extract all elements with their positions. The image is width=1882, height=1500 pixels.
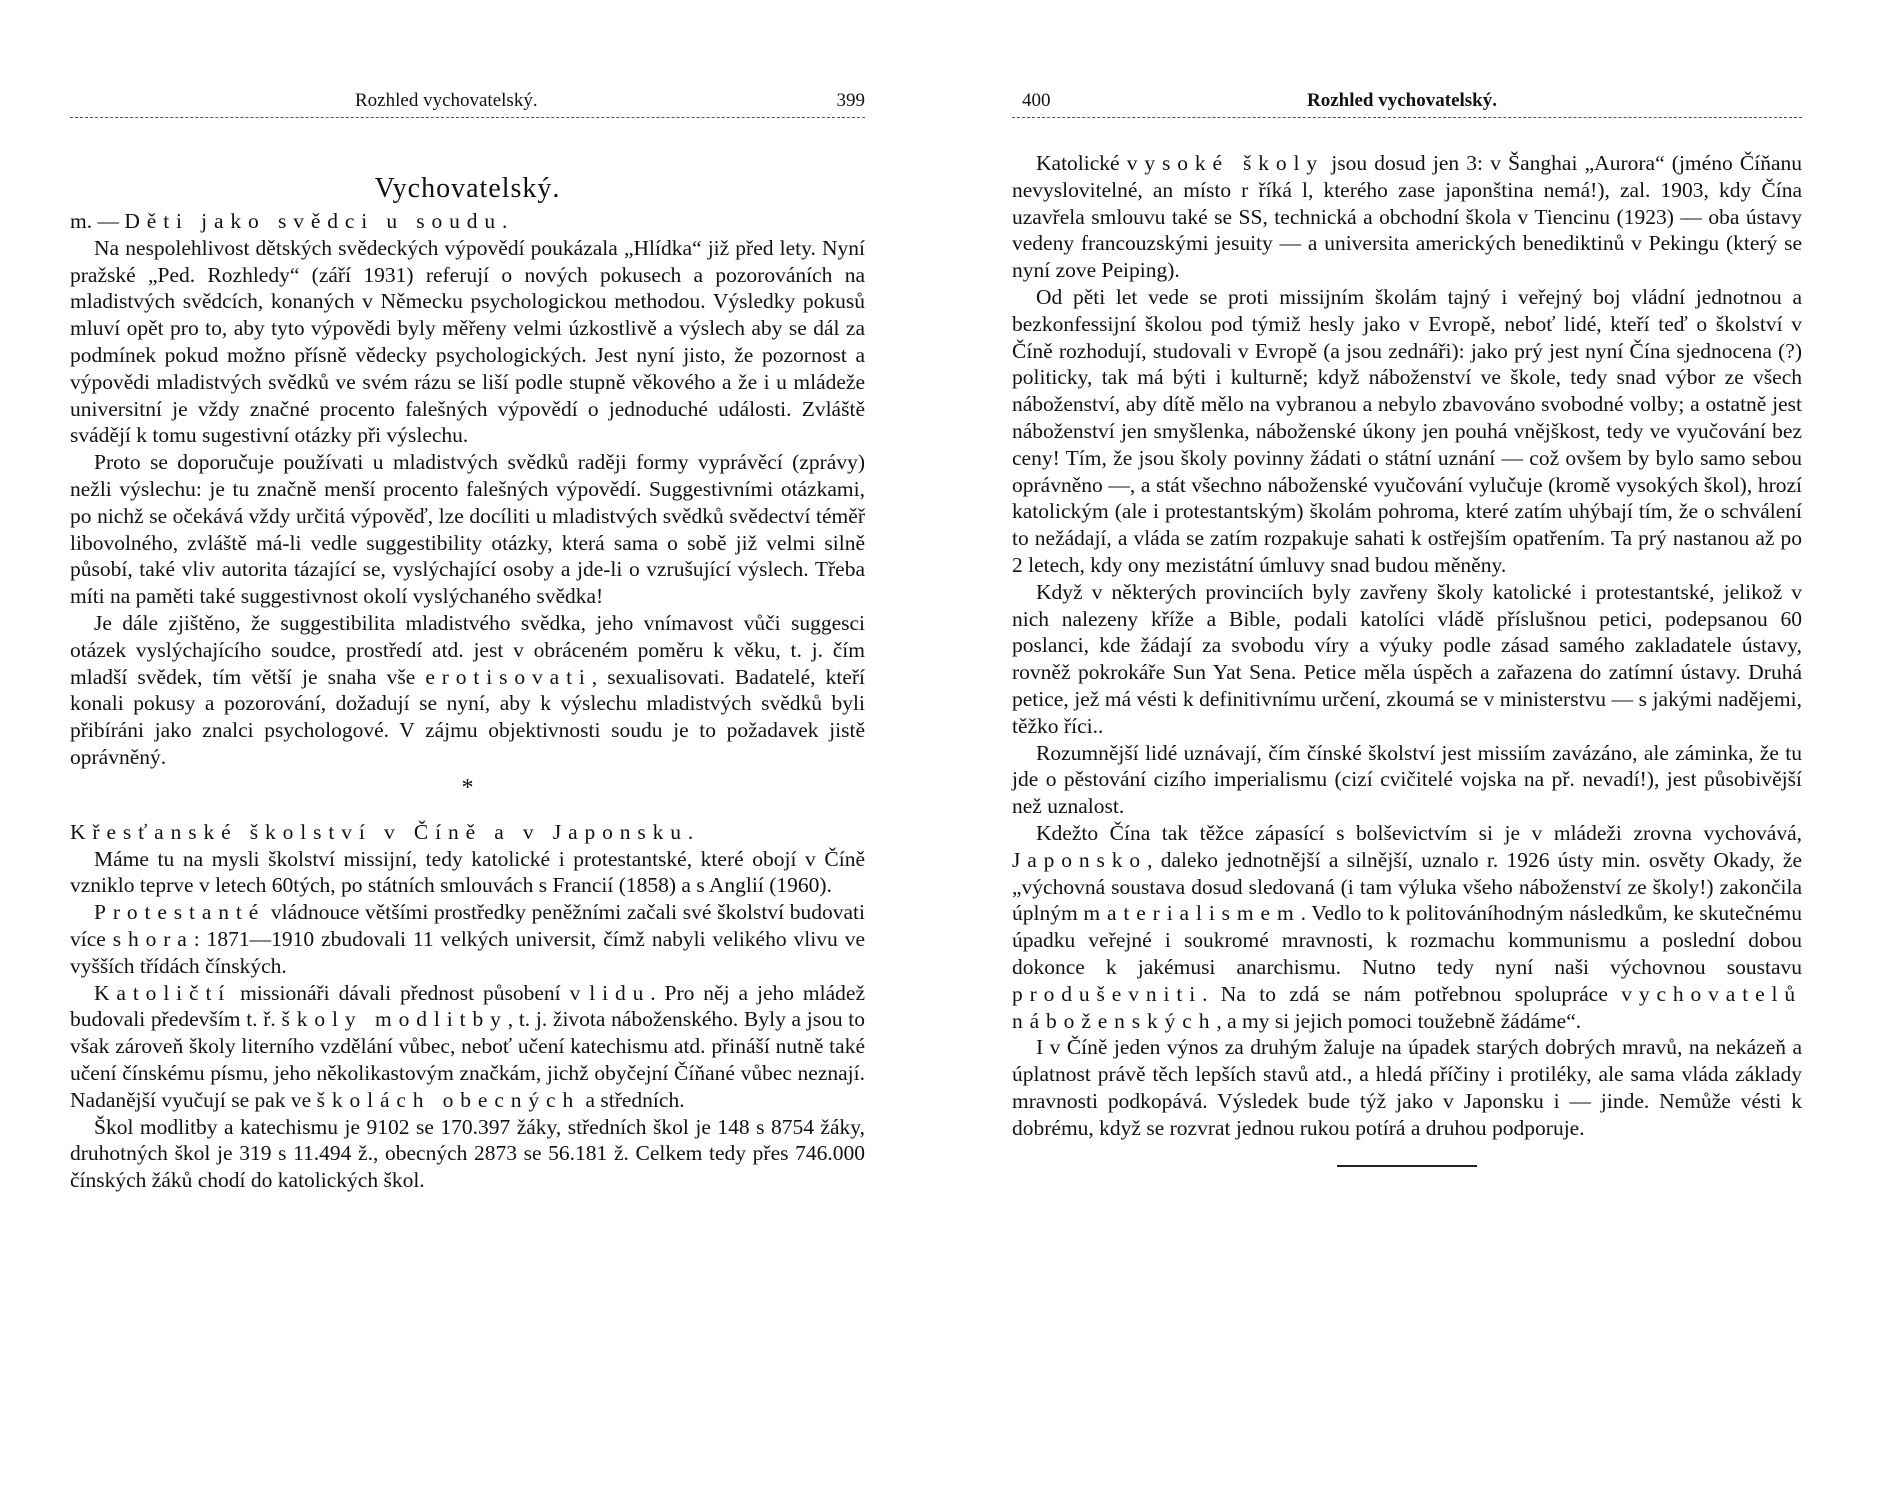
running-head-left [70,88,865,114]
text-run: missionáři dávali přednost působení v [231,980,590,1005]
right-page [1012,0,1802,1500]
section-heading: Vychovatelský. [374,173,561,204]
end-rule [1337,1165,1477,1167]
right-page-body [1012,150,1802,1167]
paragraph: Na nespolehlivost dětských svědeckých výpovědí poukázala „Hlídka“ již před lety. Nyní pražské „Ped. Rozhledy“ (září 1931) referují o nových pokusech a pozorováních na mladistvých svědcích, konaných v Německu psychologickou methodou. Výsledky pokusů mluví opět pro to, aby tyto výpovědi byly měřeny velmi úzkostlivě a výslech aby se dál za podmínek pokud možno přísně vědecky psychologických. Jest nyní jisto, že pozornost a výpovědi mladistvých svědků ve svém rázu se liší podle stupně věkového a že i u mládeže universitní je vždy značné procento falešných výpovědí o jednoduché události. Zvláště svádějí k tomu sugestivní otázky při výslechu. [70,235,865,448]
paragraph: Když v některých provinciích byly zavřeny školy katolické i protestantské, jelikož v nich nalezeny kříže a Bible, podali katolíci vládě příslušnou petici, podepsanou 60 poslanci, kde žádají za svobodu víry a výuky podle zásad samého zakladatele ústavy, rovněž pokrokáře Sun Yat Sena. Petice měla úspěch a zařazena do zatímní ústavy. Druhá petice, jež má vésti k definitivnímu určení, zkoumá se v ministerstvu — s jakými nadějemi, těžko říci.. [1012,579,1802,738]
text-run: vládnouce většími prostředky peněžními začali své školství budovati více [70,900,865,951]
paragraph: Od pěti let vede se proti missijním školám tajný i veřejný boj vládní jednotnou a bezkonfessijní školou pod týmiž hesly jako v Evropě, neboť lidé, kteří teď o školství v Číně rozhodují, studovali v Evropě (a jsou zednáři): jako prý jest nyní Čína sjednocena (?) politicky, tak má býti i kulturně; když náboženství ve škole, tedy snad výbor ze všech náboženství, aby dítě mělo na vybranou a nebylo zbavováno svobodné volby; a ostatně jest náboženství jen smyšlenka, náboženské úkony jen pouhá vnějškost, tedy ve vyučování bez ceny! Tím, že jsou školy povinny žádati o státní uznání — což ovšem by bylo samo sebou oprávněno —, a stát všechno náboženské vyučování vylučuje (kromě vysokých škol), hrozí katolickým (ale i protestantským) školám pohroma, které zatím uhýbají tím, že o schválení to nežádají, a vláda se zatím rozpakuje sahati k ostřejším opatřením. Ta prý nastanou až po 2 letech, kdy ony mezistátní úmluvy snad budou měněny. [1012,284,1802,577]
article-title: Děti jako svědci u soudu. [124,209,515,233]
section-separator: * [461,774,474,801]
text-run: . Pro něj a jeho mládež budovali především t. ř. [70,980,865,1032]
text-run: Kdežto Čína tak těžce zápasící s bolševictvím si je v mládeži zrovna vychovává, [1036,820,1802,845]
author-initial: m. — [70,209,125,233]
running-head-right [1012,88,1802,114]
paragraph: Máme tu na mysli školství missijní, tedy katolické i protestantské, které obojí v Číně vzniklo teprve v letech 60tých, po státních smlouvách s Francií (1858) a s Anglií (1960). [70,846,865,898]
text-run: , sexualisovati. Badatelé, kteří konali pokusy a pozorování, dožadují se nyní, aby k výslechu mladistvých svědků byli přibíráni jako znalci psychologové. V zájmu objektivnosti soudu je to požadavek jistě oprávněný. [70,664,865,769]
text-run: . Vedlo to k politováníhodným následkům, ke skutečnému úpadku veřejné i soukromé mravnosti, k rozmachu kommunismu a poslední dobou dokonce k jakémusi anarchismu. Nutno tedy nyní naši výchovnou soustavu [1012,901,1802,979]
text-run: jsou dosud jen 3: v Šanghai „Aurora“ (jméno Číňanu nevyslovitelné, an místo r říká l, kterého zase japonština nemá!), zal. 1903, kdy Čína uzavřela smlouvu také se SS, technická a obchodní škola v Tiencinu (1923) — oba ústavy vedeny francouzskými jesuity — a universita amerických benediktinů v Pekingu (který se nyní zove Peiping). [1012,151,1803,283]
page-number: 399 [836,90,865,111]
header-rule [1012,117,1802,118]
emphasis: školách obecných [316,1087,581,1112]
paragraph [1012,150,1802,284]
paragraph [1012,820,1802,1034]
header-rule [70,117,865,118]
emphasis: lidu [589,980,651,1005]
text-run: . Na to zdá se nám potřebnou spolupráce [1202,981,1622,1006]
page-number: 400 [1022,90,1051,111]
emphasis: Protestanté [94,900,266,925]
text-run: a středních. [580,1087,685,1112]
emphasis: materialismem [1083,901,1301,926]
left-page [70,0,865,1500]
text-run: , daleko jednotnější a silnější, uznalo r. 1926 ústy min. osvěty Okady, že „výchovná soustava dosud sledovaná (i tam výluka všeho náboženství ze školy!) zakončila úplným [1012,847,1802,926]
emphasis: produševniti [1012,981,1203,1006]
text-run: Je dále zjištěno, že suggestibilita mladistvého svědka, jeho vnímavost vůči suggesci otázek vyslýchajícího soudce, prostředí atd. jest v obráceném poměru k věku, t. j. čím mladší svědek, tím větší je snaha vše [70,610,865,689]
left-page-body [70,150,865,1194]
article-title-line [70,819,865,846]
paragraph [70,610,865,771]
article-title-line [70,208,865,235]
text-run: , a my si jejich pomoci toužebně žádáme“. [1216,1008,1582,1033]
emphasis: vysoké školy [1126,151,1325,175]
paragraph: Rozumnější lidé uznávají, čím čínské školství jest missiím zavázáno, ale záminka, že tu jde o pěstování cizího imperialismu (cizí cvičitelé vojska na př. nevadí!), jest působivější než uznalost. [1012,740,1802,819]
emphasis: erotisovati [425,664,592,689]
paragraph: Škol modlitby a katechismu je 9102 se 170.397 žáky, středních škol je 148 s 8754 žáky, druhotných škol je 319 s 11.494 ž., obecných 2873 se 56.181 ž. Celkem tedy přes 746.000 čínských žáků chodí do katolických škol. [70,1114,865,1193]
paragraph [70,980,865,1114]
paragraph [70,899,865,979]
paragraph: Proto se doporučuje používati u mladistvých svědků raději formy vyprávěcí (zprávy) nežli výslechu: je tu značně menší procento falešných výpovědí. Suggestivními otázkami, po nichž se očekává vždy určitá výpověď, lze docíliti u mladistvých svědků svědectví téměř libovolného, zvláště má-li vedle suggestibility otázky, která sama o sobě již velmi silně působí, také vliv autorita tázající se, vyslýchající osoby a jde-li o vzrušující výslech. Třeba míti na paměti také suggestivnost okolí vyslýchaného svědka! [70,450,865,609]
text-run: , t. j. života náboženského. Byly a jsou to však zároveň školy literního vzdělání vůbec, neboť učení katechismu atd. přináší nutně také učení čínskému písmu, jeho několikastovým značkám, jichž obyčejní Číňané vůbec neznají. Nadanější vyučují se pak ve [70,1007,866,1112]
emphasis: vychovatelů náboženských [1012,981,1802,1033]
emphasis: Japonsko [1012,847,1148,872]
paragraph: I v Číně jeden výnos za druhým žaluje na úpadek starých dobrých mravů, na nekázeň a úplatnost právě těch lepších stavů atd., a hledá příčiny i protiléky, ale sama vláda základy mravnosti podkopává. Výsledek bude týž jako v Japonsku i — jinde. Nemůže vésti k dobrému, když se rozvrat jednou rukou potírá a druhou podporuje. [1012,1035,1802,1140]
emphasis: školy modlitby [281,1007,508,1032]
emphasis: shora [112,926,194,951]
emphasis: Katoličtí [94,980,232,1005]
text-run: Katolické [1036,151,1127,175]
running-title: Rozhled vychovatelský. [355,90,538,111]
text-run: : 1871—1910 zbudovali 11 velkých universit, čímž nabyli velikého vlivu ve vyšších třídách čínských. [70,926,865,978]
running-title: Rozhled vychovatelský. [1307,90,1497,111]
article-title: Křesťanské školství v Číně a v Japonsku. [70,819,701,844]
